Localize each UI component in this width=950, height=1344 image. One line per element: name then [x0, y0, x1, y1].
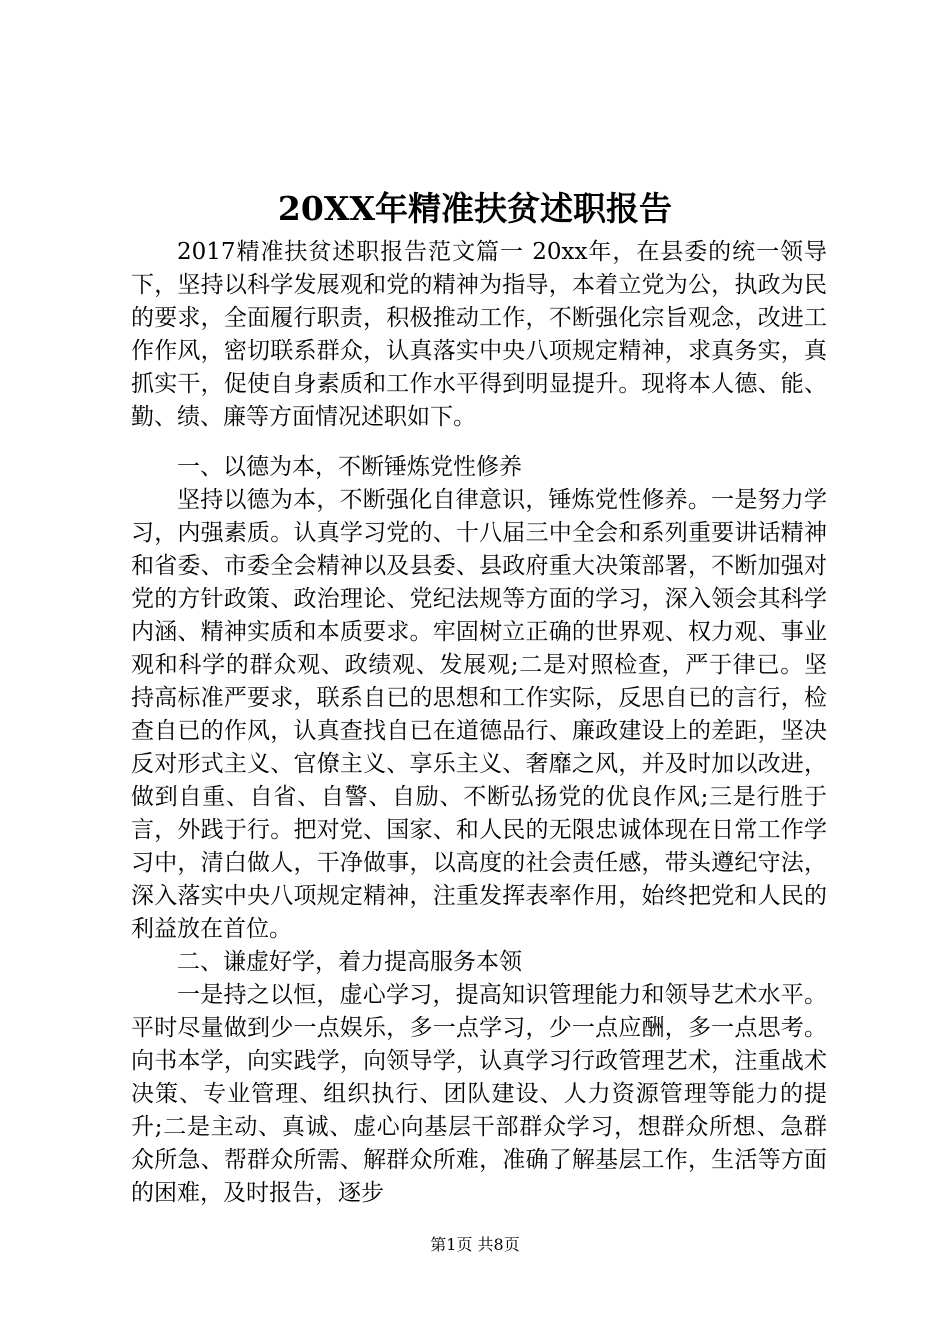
intro-paragraph: 2017精准扶贫述职报告范文篇一 20xx年，在县委的统一领导下，坚持以科学发展观和党的精神为指导，本着立党为公，执政为民的要求，全面履行职责，积极推动工作，不断强化宗旨观念，改进工作作风，密切联系群众，认真落实中央八项规定精神，求真务实，真抓实干，促使自身素质和工作水平得到明显提升。现将本人德、能、勤、绩、廉等方面情况述职如下。 [131, 239, 827, 430]
section-paragraph-2: 一是持之以恒，虚心学习，提高知识管理能力和领导艺术水平。平时尽量做到少一点娱乐，多一点学习，少一点应酬，多一点思考。向书本学，向实践学，向领导学，认真学习行政管理艺术，注重战术决策、专业管理、组织执行、团队建设、人力资源管理等能力的提升;二是主动、真诚、虚心向基层干部群众学习，想群众所想、急群众所急、帮群众所需、解群众所难，准确了解基层工作，生活等方面的困难，及时报告，逐步 [131, 982, 827, 1206]
main-section [131, 451, 827, 1210]
intro-section [131, 236, 827, 434]
section-heading-1: 一、以德为本，不断锤炼党性修养 [177, 454, 522, 480]
page-footer: 第1页 共8页 [430, 1235, 520, 1254]
section-paragraph-1: 坚持以德为本，不断强化自律意识，锤炼党性修养。一是努力学习，内强素质。认真学习党的、十八届三中全会和系列重要讲话精神和省委、市委全会精神以及县委、县政府重大决策部署，不断加强对党的方针政策、政治理论、党纪法规等方面的学习，深入领会其科学内涵、精神实质和本质要求。牢固树立正确的世界观、权力观、事业观和科学的群众观、政绩观、发展观;二是对照检查，严于律已。坚持高标准严要求，联系自已的思想和工作实际，反思自已的言行，检查自已的作风，认真查找自已在道德品行、廉政建设上的差距，坚决反对形式主义、官僚主义、享乐主义、奢靡之风，并及时加以改进，做到自重、自省、自警、自励、不断弘扬党的优良作风;三是行胜于言，外践于行。把对党、国家、和人民的无限忠诚体现在日常工作学习中，清白做人，干净做事，以高度的社会责任感，带头遵纪守法，深入落实中央八项规定精神，注重发挥表率作用，始终把党和人民的利益放在首位。 [131, 487, 827, 942]
document-title: 20XX年精准扶贫述职报告 [277, 189, 673, 228]
section-heading-2: 二、谦虚好学，着力提高服务本领 [177, 949, 522, 975]
